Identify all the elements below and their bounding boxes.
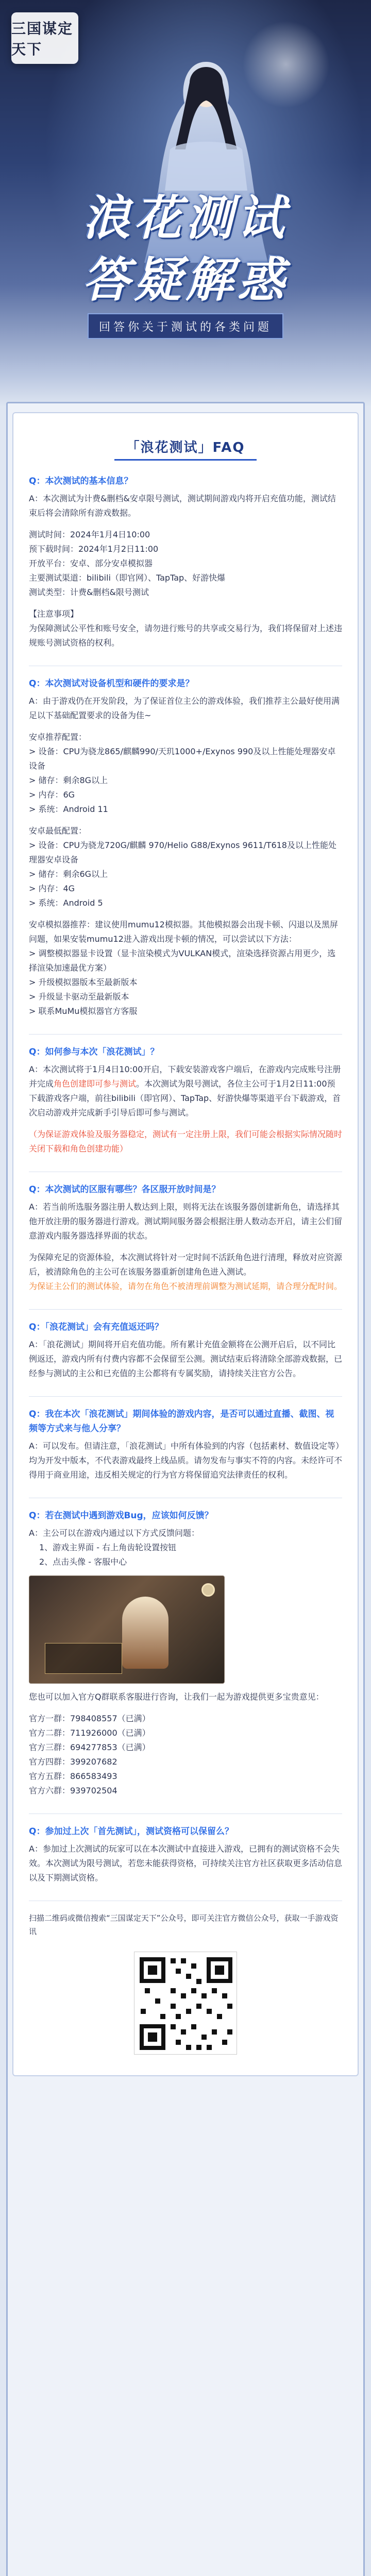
highlight-note: （为保证游戏体验及服务器稳定，测试有一定注册上限，我们可能会根据实际情况随时关闭下载和角色创建功能） xyxy=(29,1129,343,1154)
answer xyxy=(29,1526,342,1798)
config-line: > 系统：Android 11 xyxy=(29,804,108,814)
highlight-note: 为保证主公们的测试体验，请勿在角色不被清理前调整为测试延期，请合理分配时间。 xyxy=(29,1281,343,1291)
faq-item-bug-report xyxy=(29,1509,342,1798)
answer xyxy=(29,1200,342,1294)
settings-gear-icon xyxy=(201,1583,215,1597)
question: Q：本次测试的基本信息？ xyxy=(29,476,133,486)
config-line: > 设备：CPU为骁龙865/麒麟990/天玑1000+/Exynos 990及以上性能处理器安卓设备 xyxy=(29,747,336,771)
faq-item-qualification xyxy=(29,1824,342,1885)
answer xyxy=(29,492,342,650)
answer xyxy=(29,694,342,1019)
screenshot-character xyxy=(122,1597,168,1669)
qq-group-line: 官方一群：798408557（已满） xyxy=(29,1714,150,1723)
answer-text: A：由于游戏仍在开发阶段，为了保证首位主公的游戏体验，我们推荐主公最好使用满足以下基础配置要求的设备为佳~ xyxy=(29,696,340,720)
answer xyxy=(29,1337,342,1381)
config-line: > 设备：CPU为骁龙720G/麒麟 970/Helio G88/Exynos 9611/T618及以上性能处理器安卓设备 xyxy=(29,840,336,865)
faq-title xyxy=(29,434,342,461)
question: Q：若在测试中遇到游戏Bug，应该如何反馈？ xyxy=(29,1511,213,1521)
emulator-tip: > 升级模拟器版本至最新版本 xyxy=(29,977,138,987)
hero-title-line2: 答疑解惑 xyxy=(82,252,289,308)
group-intro: 您也可以加入官方Q群联系客服进行咨询，让我们一起为游戏提供更多宝贵意见： xyxy=(29,1692,324,1702)
faq-title-text: 「浪花测试」FAQ xyxy=(114,434,256,461)
answer xyxy=(29,1439,342,1482)
answer-text: A：本次测试为计费&删档&安卓限号测试，测试期间游戏内将开启充值功能，测试结束后将会清除所有游戏数据。 xyxy=(29,494,336,518)
config-line: > 储存：剩余8G以上 xyxy=(29,775,108,785)
faq-item-sharing xyxy=(29,1407,342,1482)
emulator-tip: > 调整模拟器显卡设置（显卡渲染模式为VULKAN模式，渲染选择资源占用更少，选择渲染加速最优方案） xyxy=(29,948,336,973)
game-logo: 三国谋定天下 xyxy=(11,12,78,64)
question: Q：参加过上次「首先测试」，测试资格可以保留么？ xyxy=(29,1826,233,1837)
answer-text: A：若当前所选服务器注册人数达到上限，则将无法在该服务器创建新角色，请选择其他开放注册的服务器进行游戏。测试期间服务器会根据注册人数动态开启，请主公们留意游戏内服务器选择界面的状态。 xyxy=(29,1202,343,1241)
screenshot-panel xyxy=(45,1643,122,1674)
answer-text: A：主公可以在游戏内通过以下方式反馈问题： xyxy=(29,1528,199,1538)
notice-title: 【注意事项】 xyxy=(29,609,79,619)
answer-text: A：「浪花测试」期间将开启充值功能。所有累计充值金额将在公测开启后，以不同比例返还，游戏内所有付费内容都不会保留至公测。测试结束后将清除全部游戏数据，已经参与测试的主公和已充值的主公都将有专属奖励，请持续关注官方公告。 xyxy=(29,1340,343,1378)
notice-text: 为保障测试公平性和账号安全，请勿进行账号的共享或交易行为，我们将保留对上述违规账号测试资格的权利。 xyxy=(29,623,343,648)
divider xyxy=(29,1309,342,1310)
answer-text: A：可以发布。但请注意，「浪花测试」中所有体验到的内容（包括素材、数值设定等）均为开发中版本，不代表游戏最终上线品质。请勿发布与事实不符的内容。未经许可不得用于商业用途，违反相关规定的行为官方将保留追究法律责任的权利。 xyxy=(29,1441,343,1480)
faq-item-how-to-join xyxy=(29,1045,342,1156)
feedback-step: 1、游戏主界面 - 右上角齿轮设置按钮 xyxy=(39,1543,177,1552)
config-line: > 内存：6G xyxy=(29,790,75,800)
config-line: > 内存：4G xyxy=(29,884,75,893)
feedback-step: 2、点击头像 - 客服中心 xyxy=(39,1557,127,1567)
emulator-tip: > 联系MuMu模拟器官方客服 xyxy=(29,1006,138,1016)
answer-text: A：参加过上次测试的玩家可以在本次测试中直接进入游戏，已拥有的测试资格不会失效。本次测试为限号测试，若您未能获得资格，可持续关注官方社区获取更多活动信息以及下期测试资格。 xyxy=(29,1844,343,1883)
qr-code-icon xyxy=(134,1952,238,2055)
faq-item-basic-info xyxy=(29,474,342,650)
game-screenshot xyxy=(29,1575,225,1684)
answer-text: 为保障充足的资源体验，本次测试将针对一定时间不活跃角色进行清理，释放对应资源后，被清除角色的主公可在该服务器重新创建角色进入测试。 xyxy=(29,1252,343,1277)
hero-title-line1: 浪花测试 xyxy=(82,190,289,246)
minimum-config-title: 安卓最低配置： xyxy=(29,826,87,836)
question: Q：「浪花测试」会有充值返还吗？ xyxy=(29,1322,163,1332)
answer-text: A：本次测试将于1月4日10:00开启，下载安装游戏客户端后，在游戏内完成账号注册并完成角色创建即可参与测试。本次测试为限号测试，各位主公可于1月2日11:00预下载游戏客户端，前往bilibili（即官网）、TapTap、好游快爆等渠道平台下载游戏，首次启动游戏并完成新手引导后即可参与测试。 xyxy=(29,1064,341,1117)
qq-group-line: 官方五群：866583493 xyxy=(29,1771,117,1781)
faq-item-servers xyxy=(29,1182,342,1294)
config-line: > 储存：剩余6G以上 xyxy=(29,869,108,879)
faq-card xyxy=(12,412,359,2076)
qr-code[interactable] xyxy=(134,1952,237,2055)
question: Q：本次测试的区服有哪些？各区服开放时间是？ xyxy=(29,1184,221,1195)
qq-group-line: 官方三群：694277853（已满） xyxy=(29,1742,150,1752)
qq-group-line: 官方六群：939702504 xyxy=(29,1786,117,1795)
footer-text: 扫描二维码或微信搜索“三国谋定天下”公众号，即可关注官方微信公众号，获取一手游戏资讯 xyxy=(29,1913,339,1936)
recommended-config-title: 安卓推荐配置： xyxy=(29,732,87,742)
qq-group-line: 官方二群：711926000（已满） xyxy=(29,1728,150,1738)
faq-item-refund xyxy=(29,1320,342,1381)
info-line: 测试时间：2024年1月4日10:00 xyxy=(29,530,150,539)
hero-banner xyxy=(0,0,371,407)
config-line: > 系统：Android 5 xyxy=(29,898,103,908)
info-line: 主要测试渠道：bilibili（即官网）、TapTap、好游快爆 xyxy=(29,573,226,583)
info-line: 预下载时间：2024年1月2日11:00 xyxy=(29,544,159,554)
question: Q：如何参与本次「浪花测试」？ xyxy=(29,1047,159,1057)
highlight-phrase: 角色创建即可参与测试 xyxy=(54,1079,137,1089)
hero-subtitle: 回答你关于测试的各类问题 xyxy=(88,313,283,339)
info-line: 测试类型：计费&删档&限号测试 xyxy=(29,587,149,597)
info-line: 开放平台：安卓、部分安卓模拟器 xyxy=(29,558,153,568)
emulator-tip: > 升级显卡驱动至最新版本 xyxy=(29,992,129,1002)
qq-group-line: 官方四群：399207682 xyxy=(29,1757,117,1767)
divider xyxy=(29,1034,342,1035)
answer xyxy=(29,1842,342,1885)
question: Q：我在本次「浪花测试」期间体验的游戏内容，是否可以通过直播、截图、视频等方式来与他人分享？ xyxy=(29,1409,334,1434)
divider xyxy=(29,1396,342,1397)
faq-item-device-requirements xyxy=(29,676,342,1019)
emulator-text: 安卓模拟器推荐：建议使用mumu12模拟器。其他模拟器会出现卡顿、闪退以及黑屏问题，如果安装mumu12进入游戏出现卡顿的情况，可以尝试以下方法： xyxy=(29,920,338,944)
answer xyxy=(29,1062,342,1156)
question: Q：本次测试对设备机型和硬件的要求是？ xyxy=(29,679,194,689)
